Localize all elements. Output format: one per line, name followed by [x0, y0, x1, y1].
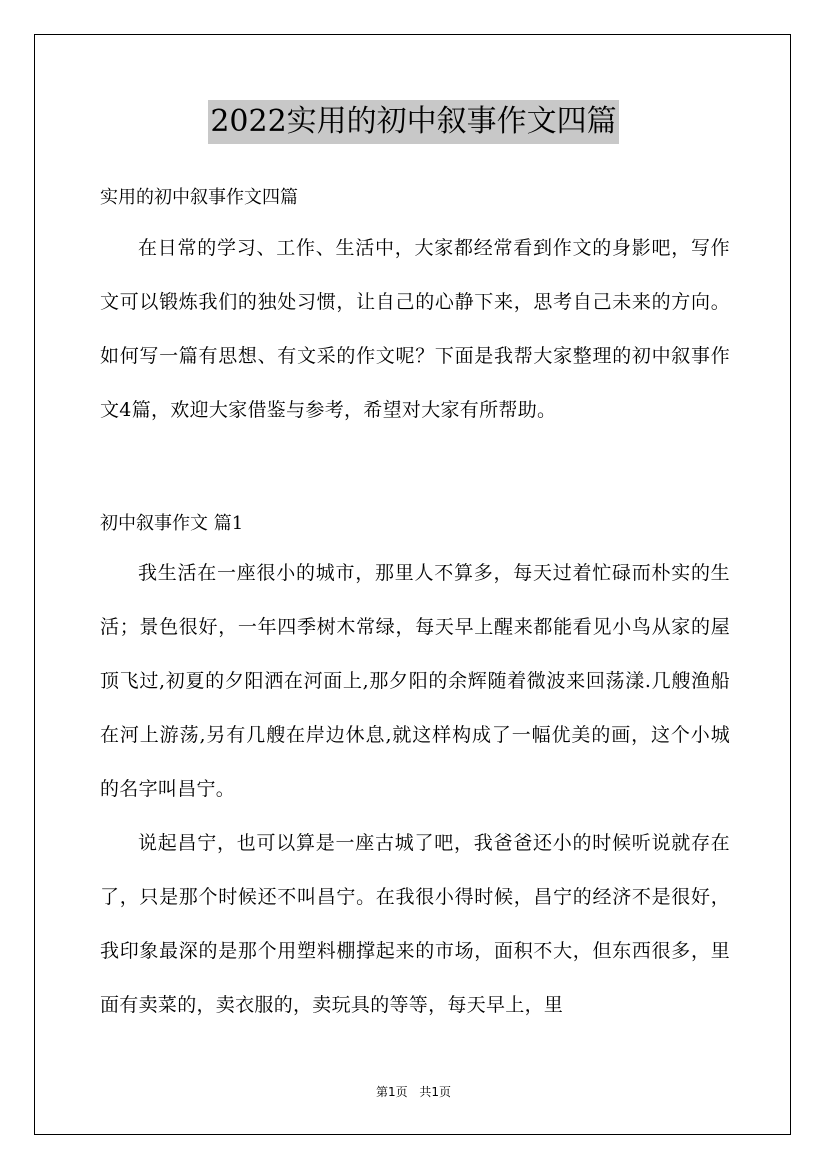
- section-heading: 初中叙事作文 篇1: [100, 513, 244, 534]
- page-footer: [0, 1083, 827, 1100]
- document-title: 2022实用的初中叙事作文四篇: [208, 100, 618, 144]
- story-paragraph-1: 我生活在一座很小的城市，那里人不算多，每天过着忙碌而朴实的生活；景色很好，一年四季树木常绿，每天早上醒来都能看见小鸟从家的屋顶飞过,初夏的夕阳洒在河面上,那夕阳的余辉随着微波来回荡漾.几艘渔船在河上游荡,另有几艘在岸边休息,就这样构成了一幅优美的画，这个小城的名字叫昌宁。: [100, 562, 730, 800]
- page-number-current: 第1页: [375, 1085, 408, 1099]
- title-container: [0, 100, 827, 144]
- page-number-total: 共1页: [419, 1085, 452, 1099]
- story-paragraph-2: 说起昌宁，也可以算是一座古城了吧，我爸爸还小的时候听说就存在了，只是那个时候还不叫昌宁。在我很小得时候，昌宁的经济不是很好，我印象最深的是那个用塑料棚撑起来的市场，面积不大，但东西很多，里面有卖菜的，卖衣服的，卖玩具的等等，每天早上，里: [100, 832, 730, 1016]
- intro-paragraph: 在日常的学习、工作、生活中，大家都经常看到作文的身影吧，写作文可以锻炼我们的独处习惯，让自己的心静下来，思考自己未来的方向。如何写一篇有思想、有文采的作文呢？下面是我帮大家整理的初中叙事作文4篇，欢迎大家借鉴与参考，希望对大家有所帮助。: [100, 237, 730, 421]
- document-subtitle: 实用的初中叙事作文四篇: [100, 187, 298, 208]
